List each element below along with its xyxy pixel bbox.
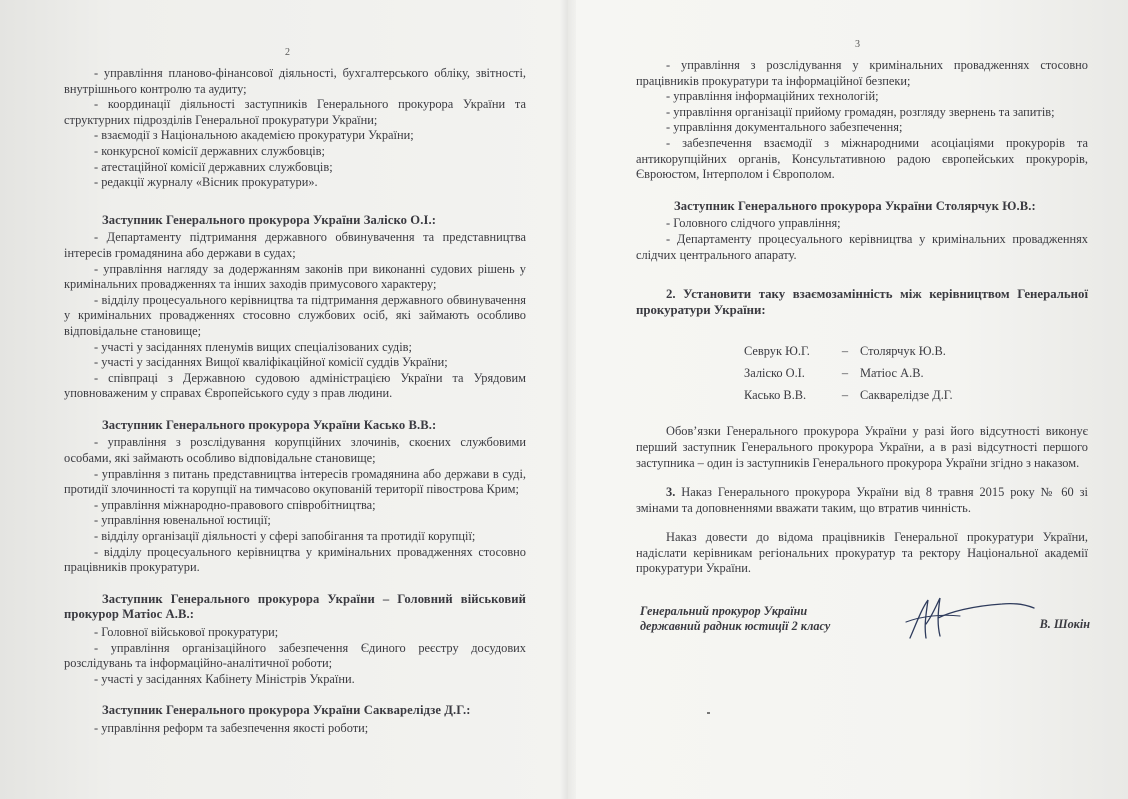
table-row xyxy=(744,362,1088,384)
substitution-dash: – xyxy=(841,366,849,381)
left-column xyxy=(64,66,526,737)
list-item: - атестаційної комісії державних службовців; xyxy=(94,159,333,174)
substitution-replacement: Сакварелідзе Д.Г. xyxy=(860,388,953,403)
list-item: - управління нагляду за додержанням законів при виконанні судових рішень у кримінальних провадженнях та інших заходів примусового характеру; xyxy=(64,261,526,292)
list-item: - управління з розслідування у кримінальних провадженнях стосовно працівників прокуратури та інформаційної безпеки; xyxy=(636,58,1088,88)
signature-block xyxy=(640,604,1090,644)
section-3-paragraph xyxy=(636,485,1088,516)
signatory-post-line: Генеральний прокурор України xyxy=(640,604,808,618)
list-item: - співпраці з Державною судовою адміністрацією України та Урядовим уповноваженим у справах Європейського суду з прав людини. xyxy=(64,370,526,401)
list-item: - участі у засіданнях Вищої кваліфікаційної комісії суддів України; xyxy=(94,355,448,370)
page-fold xyxy=(560,0,576,799)
list-item: - управління організаційного забезпечення Єдиного реєстру досудових розслідувань та інформаційно-аналітичної роботи; xyxy=(64,640,526,671)
list-item: - управління з розслідування корупційних злочинів, скоєних службовими особами, які займають особливо відповідальне становище; xyxy=(64,435,526,466)
table-row xyxy=(744,384,1088,406)
deputy-heading-zalisko: Заступник Генерального прокурора України Заліско О.І.: xyxy=(102,212,436,227)
substitution-person: Касько В.В. xyxy=(744,388,807,403)
substitution-dash: – xyxy=(841,388,849,403)
list-item: - забезпечення взаємодії з міжнародними асоціаціями прокурорів та антикорупційних органів, Консультативною радою європейських прокурорів, Євроюстом, Інтерполом і Європолом. xyxy=(636,135,1088,182)
list-item: - координації діяльності заступників Генерального прокурора України та структурних підрозділів Генеральної прокуратури України; xyxy=(64,97,526,127)
right-column xyxy=(636,58,1088,577)
list-item: - взаємодії з Національною академією прокуратури України; xyxy=(94,128,414,143)
substitution-person: Севрук Ю.Г. xyxy=(744,344,810,359)
signatory-position xyxy=(640,604,830,634)
list-item: - управління з питань представництва інтересів громадянина або держави в суді, протидії злочинності та корупції на тимчасово окупованій території півострова Крим; xyxy=(64,466,526,497)
section-2-heading: 2. Установити таку взаємозамінність між керівництвом Генеральної прокуратури України: xyxy=(636,287,1088,317)
list-item: - управління планово-фінансової діяльності, бухгалтерського обліку, звітності, внутрішнього контролю та аудиту; xyxy=(64,66,526,96)
list-item: - Департаменту процесуального керівництва у кримінальних провадженнях слідчих центрального апарату. xyxy=(636,231,1088,262)
handwritten-signature xyxy=(902,594,1042,646)
list-item: - участі у засіданнях Кабінету Міністрів України. xyxy=(94,671,355,686)
section-3-text: Наказ Генерального прокурора України від 8 травня 2015 року № 60 зі змінами та доповненнями вважати таким, що втратив чинність. xyxy=(636,485,1088,515)
list-item: - відділу процесуального керівництва у кримінальних провадженнях стосовно працівників прокуратури. xyxy=(64,544,526,575)
list-item: - управління міжнародно-правового співробітництва; xyxy=(94,497,376,512)
table-row xyxy=(744,340,1088,362)
page-number-left: 2 xyxy=(285,47,290,58)
deputy-heading-matios: Заступник Генерального прокурора України – Головний військовий прокурор Матіос А.В.: xyxy=(64,591,526,622)
duties-paragraph: Обов’язки Генерального прокурора України у разі його відсутності виконує перший заступник Генерального прокурора України, а в разі відсутності першого заступника – один із заступників Генерального прокурора України згідно з наказом. xyxy=(636,424,1088,470)
page-number-right: 3 xyxy=(855,39,860,50)
list-item: - управління організації прийому громадян, розгляду звернень та запитів; xyxy=(666,104,1055,119)
substitution-replacement: Матіос А.В. xyxy=(860,366,924,381)
list-item: - управління реформ та забезпечення якості роботи; xyxy=(94,720,369,735)
section-3-number: 3. xyxy=(666,485,676,500)
deputy-heading-sakvarelidze: Заступник Генерального прокурора України Сакварелідзе Д.Г.: xyxy=(102,703,471,718)
list-item: - управління ювенальної юстиції; xyxy=(94,513,271,528)
substitution-replacement: Столярчук Ю.В. xyxy=(860,344,946,359)
list-item: - конкурсної комісії державних службовців; xyxy=(94,143,325,158)
substitution-table xyxy=(744,340,1088,406)
list-item: - відділу організації діяльності у сфері запобігання та протидії корупції; xyxy=(94,529,476,544)
list-item: - участі у засіданнях пленумів вищих спеціалізованих судів; xyxy=(94,339,412,354)
signatory-rank-line: державний радник юстиції 2 класу xyxy=(640,619,831,633)
list-item: - відділу процесуального керівництва та підтримання державного обвинувачення у кримінальних провадженнях стосовно службових осіб, які займають особливо відповідальне становище; xyxy=(64,292,526,338)
list-item: - Головного слідчого управління; xyxy=(666,216,841,231)
deputy-heading-stoliarchuk: Заступник Генерального прокурора України Столярчук Ю.В.: xyxy=(674,198,1036,213)
list-item: - редакції журналу «Вісник прокуратури». xyxy=(94,175,318,190)
list-item: - Департаменту підтримання державного обвинувачення та представництва інтересів громадянина або держави в судах; xyxy=(64,230,526,260)
list-item: - управління документального забезпечення; xyxy=(666,120,903,135)
notice-paragraph: Наказ довести до відома працівників Генеральної прокуратури України, надіслати керівникам регіональних прокуратур та ректору Національної академії прокуратури України. xyxy=(636,530,1088,576)
signatory-name: В. Шокін xyxy=(1039,617,1090,631)
paper-speck xyxy=(707,712,710,714)
list-item: - управління інформаційних технологій; xyxy=(666,89,879,104)
deputy-heading-kasko: Заступник Генерального прокурора України Касько В.В.: xyxy=(102,417,437,432)
substitution-dash: – xyxy=(841,344,849,359)
substitution-person: Заліско О.І. xyxy=(744,366,805,381)
list-item: - Головної військової прокуратури; xyxy=(94,625,279,639)
